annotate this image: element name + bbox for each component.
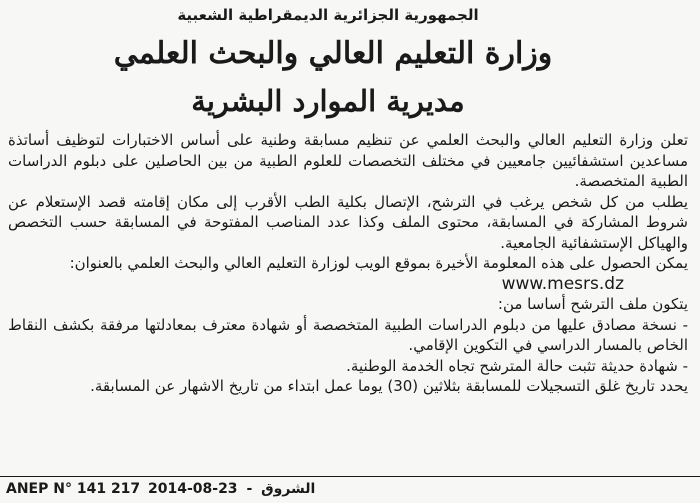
- paragraph-deadline: يحدد تاريخ غلق التسجيلات للمسابقة بثلاثين (30) يوما عمل ابتداء من تاريخ الاشهار عن المسابقة.: [90, 377, 688, 395]
- paragraph-diploma-item: - نسخة مصادق عليها من دبلوم الدراسات الطبية المتخصصة أو شهادة معترف بمعادلتها مرفقة بكشف النقاط الخاص بالمسار الدراسي في التكوين الإقامي.: [8, 315, 688, 354]
- notice-body: [8, 130, 688, 397]
- paragraph-announcement: تعلن وزارة التعليم العالي والبحث العلمي عن تنظيم مسابقة وطنية على أساس الاختبارات لتوظيف أساتذة مساعدين استشفائيين جامعيين في مختلف التخصصات للعلوم الطبية من بين الحاصلين على دبلوم الدراسات الطبية المتخصصة.: [8, 131, 688, 190]
- paragraph-contact: يطلب من كل شخص يرغب في الترشح، الإتصال بكلية الطب الأقرب إلى مكان إقامته قصد الإستعلام عن شروط المشاركة في المسابقة، محتوى الملف وكذا عدد المناصب المفتوحة في المسابقة حسب التخصص والهياكل الإستشفائية الجامعية.: [8, 192, 688, 252]
- publication-date: 2014-08-23: [148, 481, 238, 497]
- website-url: www.mesrs.dz: [501, 273, 624, 294]
- publication-footer: [0, 476, 700, 503]
- notice-content: [8, 4, 688, 397]
- ministry-title: وزارة التعليم العالي والبحث العلمي: [113, 36, 553, 71]
- paragraph-file-intro: يتكون ملف الترشح أساسا من:: [497, 295, 688, 313]
- publication-info: [148, 481, 315, 497]
- newspaper-name: الشروق: [261, 481, 316, 497]
- anep-number: ANEP N° 141 217: [6, 481, 141, 497]
- separator: -: [246, 481, 253, 497]
- paragraph-service-item: - شهادة حديثة تثبت حالة المترشح تجاه الخدمة الوطنية.: [346, 356, 688, 375]
- paragraph-website: يمكن الحصول على هذه المعلومة الأخيرة بموقع الويب لوزارة التعليم العالي والبحث العلمي بالعنوان:: [69, 254, 688, 272]
- directorate-title: مديرية الموارد البشرية: [191, 84, 465, 118]
- republic-header: الجمهورية الجزائرية الديمقراطية الشعبية: [177, 6, 479, 24]
